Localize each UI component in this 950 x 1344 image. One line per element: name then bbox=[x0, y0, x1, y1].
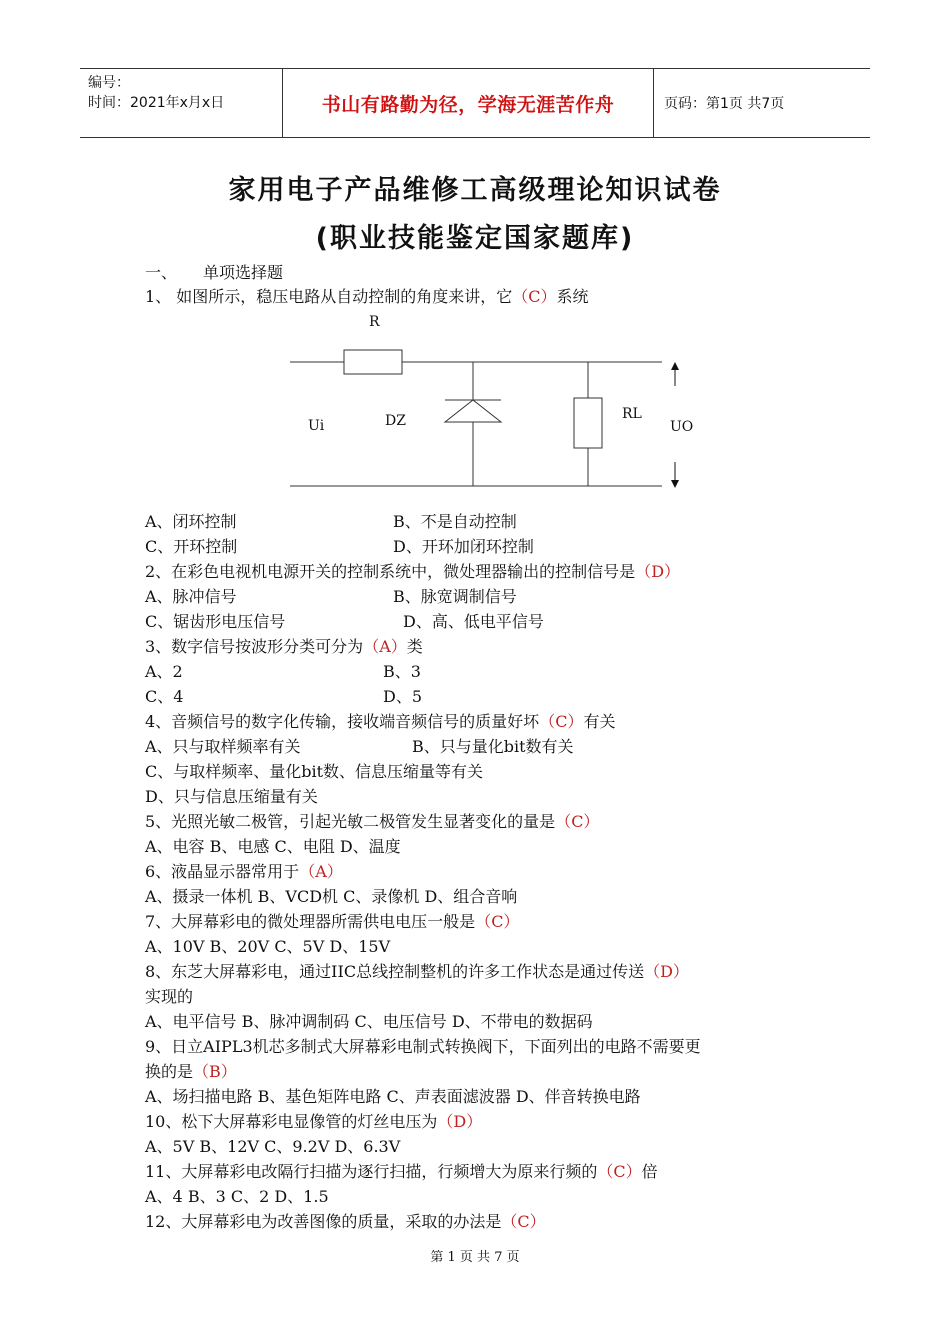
answer-mark: （C） bbox=[597, 1162, 642, 1181]
answer-mark: （B） bbox=[193, 1062, 237, 1081]
line-text: 实现的 bbox=[145, 987, 194, 1006]
label-rl: RL bbox=[622, 406, 642, 422]
answer-mark: （C） bbox=[539, 712, 584, 731]
question-line bbox=[145, 1109, 482, 1134]
line-text: A、5V B、12V C、9.2V D、6.3V bbox=[145, 1137, 401, 1156]
line-text-tail: 类 bbox=[406, 637, 423, 656]
line-text-tail: 系统 bbox=[556, 287, 589, 306]
question-line bbox=[145, 984, 193, 1009]
line-text: 10、松下大屏幕彩电显像管的灯丝电压为 bbox=[145, 1112, 438, 1131]
question-line bbox=[145, 584, 517, 609]
label-r: R bbox=[369, 314, 380, 330]
option-column-2: B、只与量化bit数有关 bbox=[412, 737, 574, 756]
answer-mark: （C） bbox=[512, 287, 557, 306]
answer-mark: （C） bbox=[475, 912, 520, 931]
question-line bbox=[145, 834, 401, 859]
line-text-tail: 有关 bbox=[583, 712, 616, 731]
line-text: 6、液晶显示器常用于 bbox=[145, 862, 300, 881]
line-text: A、电容 B、电感 C、电阻 D、温度 bbox=[145, 837, 401, 856]
header-page-info: 页码：第1页 共7页 bbox=[664, 96, 785, 112]
question-line bbox=[145, 809, 599, 834]
line-text: 11、大屏幕彩电改隔行扫描为逐行扫描，行频增大为原来行频的 bbox=[145, 1162, 598, 1181]
zener-triangle bbox=[445, 400, 501, 422]
question-line bbox=[145, 909, 519, 934]
line-text: A、闭环控制 bbox=[145, 512, 237, 531]
question-line bbox=[145, 759, 483, 784]
label-dz: DZ bbox=[385, 413, 406, 429]
section-label: 单项选择题 bbox=[203, 263, 284, 282]
line-text: A、脉冲信号 bbox=[145, 587, 237, 606]
question-line bbox=[145, 609, 544, 634]
question-line bbox=[145, 1159, 658, 1184]
arrow-up-icon bbox=[671, 362, 679, 370]
option-column-2: D、开环加闭环控制 bbox=[393, 537, 534, 556]
answer-mark: （D） bbox=[437, 1112, 483, 1131]
label-ui: Ui bbox=[308, 418, 325, 434]
question-line bbox=[145, 1059, 237, 1084]
line-text: 1、 如图所示，稳压电路从自动控制的角度来讲，它 bbox=[145, 287, 513, 306]
page-header bbox=[80, 68, 870, 138]
question-line bbox=[145, 959, 689, 984]
line-text: A、2 bbox=[145, 662, 183, 681]
line-text: C、4 bbox=[145, 687, 184, 706]
line-text: A、10V B、20V C、5V D、15V bbox=[145, 937, 391, 956]
section-number: 一、 bbox=[145, 263, 178, 282]
answer-mark: （C） bbox=[555, 812, 600, 831]
header-meta bbox=[80, 69, 282, 137]
question-line bbox=[145, 859, 343, 884]
line-text: A、4 B、3 C、2 D、1.5 bbox=[145, 1187, 329, 1206]
question-line bbox=[145, 709, 615, 734]
option-column-2: B、3 bbox=[383, 662, 421, 681]
question-line bbox=[145, 1084, 641, 1109]
line-text: C、开环控制 bbox=[145, 537, 238, 556]
line-text: A、只与取样频率有关 bbox=[145, 737, 301, 756]
line-text: 换的是 bbox=[145, 1062, 194, 1081]
question-line bbox=[145, 884, 517, 909]
document-title: 家用电子产品维修工高级理论知识试卷 bbox=[228, 175, 722, 206]
line-text: C、锯齿形电压信号 bbox=[145, 612, 286, 631]
document-subtitle: (职业技能鉴定国家题库) bbox=[315, 223, 635, 254]
time-label: 时间：2021年x月x日 bbox=[88, 95, 225, 111]
page-footer: 第 1 页 共 7 页 bbox=[430, 1250, 520, 1265]
line-text: 8、东芝大屏幕彩电，通过IIC总线控制整机的许多工作状态是通过传送 bbox=[145, 962, 645, 981]
answer-mark: （A） bbox=[363, 637, 407, 656]
option-column-2: D、5 bbox=[383, 687, 423, 706]
line-text: 2、在彩色电视机电源开关的控制系统中，微处理器输出的控制信号是 bbox=[145, 562, 636, 581]
number-label: 编号： bbox=[88, 75, 130, 91]
line-text: 12、大屏幕彩电为改善图像的质量，采取的办法是 bbox=[145, 1212, 502, 1231]
question-line bbox=[145, 659, 421, 684]
line-text: A、场扫描电路 B、基色矩阵电路 C、声表面滤波器 D、伴音转换电路 bbox=[145, 1087, 641, 1106]
line-text: 7、大屏幕彩电的微处理器所需供电电压一般是 bbox=[145, 912, 476, 931]
line-text: A、电平信号 B、脉冲调制码 C、电压信号 D、不带电的数据码 bbox=[145, 1012, 593, 1031]
line-text: 4、音频信号的数字化传输，接收端音频信号的质量好坏 bbox=[145, 712, 540, 731]
section-heading bbox=[145, 260, 283, 283]
answer-mark: （C） bbox=[501, 1212, 546, 1231]
question-line bbox=[145, 509, 517, 534]
line-text: 5、光照光敏二极管，引起光敏二极管发生显著变化的量是 bbox=[145, 812, 556, 831]
option-column-2: D、高、低电平信号 bbox=[403, 612, 544, 631]
question-line bbox=[145, 934, 390, 959]
resistor-r bbox=[344, 350, 402, 374]
question-line bbox=[145, 634, 423, 659]
question-line bbox=[145, 1009, 593, 1034]
question-line bbox=[145, 784, 318, 809]
line-text: C、与取样频率、量化bit数、信息压缩量等有关 bbox=[145, 762, 484, 781]
question-line bbox=[145, 1134, 400, 1159]
question-line bbox=[145, 284, 589, 309]
header-motto: 书山有路勤为径，学海无涯苦作舟 bbox=[282, 69, 654, 137]
question-line bbox=[145, 734, 574, 759]
line-text: 3、数字信号按波形分类可分为 bbox=[145, 637, 364, 656]
option-column-2: B、不是自动控制 bbox=[393, 512, 517, 531]
circuit-svg bbox=[280, 310, 720, 500]
question-line bbox=[145, 1209, 546, 1234]
question-line bbox=[145, 534, 534, 559]
label-uo: UO bbox=[670, 419, 694, 435]
question-line bbox=[145, 559, 680, 584]
circuit-diagram bbox=[280, 310, 720, 504]
question-line bbox=[145, 684, 423, 709]
line-text-tail: 倍 bbox=[641, 1162, 658, 1181]
answer-mark: （A） bbox=[299, 862, 343, 881]
answer-mark: （D） bbox=[635, 562, 681, 581]
line-text: A、摄录一体机 B、VCD机 C、录像机 D、组合音响 bbox=[145, 887, 518, 906]
answer-mark: （D） bbox=[644, 962, 689, 981]
line-text: 9、日立AIPL3机芯多制式大屏幕彩电制式转换阀下，下面列出的电路不需要更 bbox=[145, 1037, 701, 1056]
option-column-2: B、脉宽调制信号 bbox=[393, 587, 517, 606]
question-line bbox=[145, 1184, 329, 1209]
resistor-rl bbox=[574, 398, 602, 448]
question-line bbox=[145, 1034, 701, 1059]
line-text: D、只与信息压缩量有关 bbox=[145, 787, 318, 806]
arrow-down-icon bbox=[671, 480, 679, 488]
